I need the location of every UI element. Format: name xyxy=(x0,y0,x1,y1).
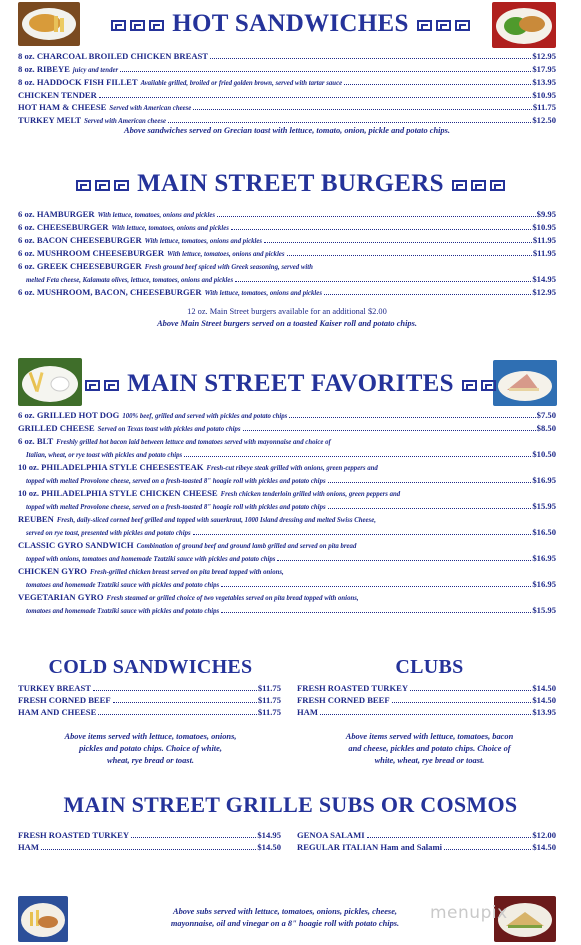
item-price: $12.50 xyxy=(532,115,556,125)
greek-key-icon xyxy=(114,180,129,191)
menu-item-row xyxy=(18,286,556,298)
item-name: 6 oz. HAMBURGER xyxy=(18,209,95,219)
menu-item-row xyxy=(18,591,556,603)
item-description-text: Italian, wheat, or rye toast with pickles and potato chips xyxy=(26,452,183,459)
item-price: $11.75 xyxy=(532,102,556,112)
item-price: $16.50 xyxy=(532,527,556,537)
item-description-text: topped with melted Provolone cheese, served on a fresh-toasted 8" hoagie roll with pickles and potato chips xyxy=(26,478,326,485)
menu-item-row xyxy=(18,76,556,88)
item-price: $17.95 xyxy=(532,64,556,74)
greek-key-icon xyxy=(417,20,432,31)
section-title-burgers xyxy=(0,170,581,198)
item-name: 10 oz. PHILADELPHIA STYLE CHEESESTEAK xyxy=(18,462,204,472)
clubs-note: and cheese, pickles and potato chips. Choice of xyxy=(348,744,511,753)
section-title-text: MAIN STREET BURGERS xyxy=(137,170,444,197)
item-price: $11.75 xyxy=(257,695,281,705)
dot-leader xyxy=(193,534,532,535)
item-name: 6 oz. GRILLED HOT DOG xyxy=(18,410,120,420)
item-description: Fresh, daily-sliced corned beef grilled and topped with sauerkraut, 1000 Island dressing and melted Swiss Cheese, xyxy=(56,517,376,524)
cold-sandwiches-note: wheat, rye bread or toast. xyxy=(106,756,194,765)
item-name: HAM xyxy=(297,707,319,717)
dot-leader xyxy=(243,430,536,431)
menupix-watermark: menupix xyxy=(430,903,508,923)
dot-leader xyxy=(320,714,531,715)
item-name: TURKEY MELT xyxy=(18,115,82,125)
burgers-note-upgrade: 12 oz. Main Street burgers available for an additional $2.00 xyxy=(187,307,387,316)
item-description-continued xyxy=(26,500,556,512)
item-description: Served with American cheese xyxy=(84,118,166,125)
dot-leader xyxy=(324,294,531,295)
menu-item-row xyxy=(297,706,556,718)
menu-item-row xyxy=(18,260,556,272)
greek-key-icon xyxy=(436,20,451,31)
section-title-favorites xyxy=(0,370,581,398)
item-description-continued xyxy=(26,273,556,285)
item-price: $14.95 xyxy=(532,274,556,284)
item-price: $16.95 xyxy=(532,579,556,589)
item-description-continued xyxy=(26,604,556,616)
dot-leader xyxy=(168,122,531,123)
item-name: CHICKEN TENDER xyxy=(18,90,97,100)
section-title-text: HOT SANDWICHES xyxy=(172,10,409,37)
item-description-continued xyxy=(26,578,556,590)
item-name: REGULAR ITALIAN Ham and Salami xyxy=(297,842,443,852)
item-description-text: topped with melted Provolone cheese, served on a fresh-toasted 8" hoagie roll with pickles and potato chips xyxy=(26,504,326,511)
item-description-text: melted Feta cheese, Kalamata olives, lettuce, tomatoes, onions and pickles xyxy=(26,277,234,284)
item-description: Served with American cheese xyxy=(109,105,192,112)
dot-leader xyxy=(328,508,532,509)
dot-leader xyxy=(131,837,256,838)
greek-key-icon xyxy=(76,180,91,191)
menu-item-row xyxy=(18,435,556,447)
greek-key-icon xyxy=(85,380,100,391)
item-price: $10.95 xyxy=(532,222,556,232)
item-name: 6 oz. CHEESEBURGER xyxy=(18,222,109,232)
item-name: 6 oz. BACON CHEESEBURGER xyxy=(18,235,142,245)
item-price: $10.50 xyxy=(532,449,556,459)
item-name: VEGETARIAN GYRO xyxy=(18,592,104,602)
item-price: $14.50 xyxy=(257,842,281,852)
item-description: Combination of ground beef and ground lamb grilled and served on pita bread xyxy=(136,543,357,550)
menu-item-row xyxy=(18,221,556,233)
greek-key-icon xyxy=(104,380,119,391)
dot-leader xyxy=(93,690,257,691)
item-name: FRESH CORNED BEEF xyxy=(297,695,390,705)
dot-leader xyxy=(410,690,531,691)
item-name: HAM xyxy=(18,842,40,852)
dot-leader xyxy=(217,216,536,217)
greek-key-icon xyxy=(111,20,126,31)
item-name: 6 oz. MUSHROOM CHEESEBURGER xyxy=(18,248,165,258)
item-price: $7.50 xyxy=(536,410,556,420)
item-description: Fresh-cut ribeye steak grilled with onions, green peppers and xyxy=(206,465,378,472)
item-description: Fresh ground beef spiced with Greek seasoning, served with xyxy=(144,264,313,271)
dot-leader xyxy=(287,255,532,256)
menu-item-row xyxy=(297,694,556,706)
greek-key-icon xyxy=(462,380,477,391)
menu-item-row xyxy=(18,461,556,473)
dot-leader xyxy=(221,612,531,613)
menu-item-row xyxy=(18,841,281,853)
burgers-note: Above Main Street burgers served on a toasted Kaiser roll and potato chips. xyxy=(157,319,417,328)
item-name: CLASSIC GYRO SANDWICH xyxy=(18,540,134,550)
item-description-text: topped with onions, tomatoes and homemade Tzatziki sauce with pickles and potato chips xyxy=(26,556,276,563)
dot-leader xyxy=(120,71,531,72)
clubs-note: white, wheat, rye bread or toast. xyxy=(374,756,485,765)
item-name: 6 oz. GREEK CHEESEBURGER xyxy=(18,261,142,271)
menu-item-row xyxy=(18,487,556,499)
item-price: $14.50 xyxy=(532,695,556,705)
dot-leader xyxy=(41,849,256,850)
menu-item-row xyxy=(18,101,556,113)
subs-note: mayonnaise, oil and vinegar on a 8" hoagie roll with potato chips. xyxy=(170,919,400,928)
section-title-subs: MAIN STREET GRILLE SUBS OR COSMOS xyxy=(63,792,518,817)
item-description: Served on Texas toast with pickles and potato chips xyxy=(97,426,241,433)
item-description: With lettuce, tomatoes, onions and pickles xyxy=(144,238,263,245)
item-name: 8 oz. CHARCOAL BROILED CHICKEN BREAST xyxy=(18,51,209,61)
dot-leader xyxy=(99,97,531,98)
item-price: $12.00 xyxy=(532,830,556,840)
greek-key-icon xyxy=(149,20,164,31)
item-description: With lettuce, tomatoes, onions and pickles xyxy=(204,290,322,297)
item-name: GRILLED CHEESE xyxy=(18,423,95,433)
item-price: $8.50 xyxy=(536,423,556,433)
menu-item-row xyxy=(297,682,556,694)
item-description: With lettuce, tomatoes, onions and pickles xyxy=(97,212,216,219)
item-name: REUBEN xyxy=(18,514,54,524)
item-description-continued xyxy=(26,448,556,460)
clubs-note: Above items served with lettuce, tomatoes, bacon xyxy=(345,732,514,741)
menu-item-row xyxy=(18,63,556,75)
dot-leader xyxy=(392,702,532,703)
dot-leader xyxy=(289,417,535,418)
cold-sandwiches-note: pickles and potato chips. Choice of white, xyxy=(79,744,222,753)
item-description: juicy and tender xyxy=(72,67,119,74)
menu-item-row xyxy=(297,841,556,853)
greek-key-icon xyxy=(481,380,496,391)
item-price: $9.95 xyxy=(536,209,556,219)
item-price: $13.95 xyxy=(532,707,556,717)
item-price: $11.95 xyxy=(532,248,556,258)
item-description: With lettuce, tomatoes, onions and pickles xyxy=(111,225,229,232)
item-price: $13.95 xyxy=(532,77,556,87)
dot-leader xyxy=(367,837,532,838)
greek-key-icon xyxy=(490,180,505,191)
greek-key-icon xyxy=(455,20,470,31)
item-description-continued xyxy=(26,552,556,564)
item-price: $15.95 xyxy=(532,605,556,615)
menu-item-row xyxy=(18,829,281,841)
menu-item-row xyxy=(18,706,281,718)
dot-leader xyxy=(210,58,531,59)
item-description: Fresh chicken tenderloin grilled with onions, green peppers and xyxy=(220,491,401,498)
section-title-clubs: CLUBS xyxy=(395,656,464,678)
item-description: With lettuce, tomatoes, onions and pickles xyxy=(167,251,285,258)
menu-item-row xyxy=(18,89,556,101)
dot-leader xyxy=(328,482,532,483)
menu-item-row xyxy=(18,50,556,62)
item-description: 100% beef, grilled and served with pickles and potato chips xyxy=(122,413,288,420)
section-title-hot-sandwiches xyxy=(0,10,581,38)
item-name: 6 oz. MUSHROOM, BACON, CHEESEBURGER xyxy=(18,287,202,297)
menu-item-row xyxy=(18,694,281,706)
dot-leader xyxy=(184,456,531,457)
menu-item-row xyxy=(18,565,556,577)
item-description-text: served on rye toast, presented with pickles and potato chips xyxy=(26,530,191,537)
dot-leader xyxy=(264,242,532,243)
item-price: $12.95 xyxy=(532,51,556,61)
item-price: $10.95 xyxy=(532,90,556,100)
dot-leader xyxy=(113,702,257,703)
dot-leader xyxy=(235,281,531,282)
item-price: $14.50 xyxy=(532,683,556,693)
menu-item-row xyxy=(18,247,556,259)
item-price: $15.95 xyxy=(532,501,556,511)
item-name: CHICKEN GYRO xyxy=(18,566,87,576)
menu-item-row xyxy=(18,409,556,421)
item-description: Fresh steamed or grilled choice of two vegetables served on pita bread topped with onions, xyxy=(106,595,359,602)
item-price: $14.50 xyxy=(532,842,556,852)
item-price: $16.95 xyxy=(532,553,556,563)
dot-leader xyxy=(344,84,531,85)
section-title-cold-sandwiches: COLD SANDWICHES xyxy=(48,656,253,678)
item-name: 8 oz. HADDOCK FISH FILLET xyxy=(18,77,138,87)
item-name: HAM AND CHEESE xyxy=(18,707,97,717)
greek-key-icon xyxy=(471,180,486,191)
dot-leader xyxy=(221,586,531,587)
item-name: 8 oz. RIBEYE xyxy=(18,64,70,74)
menu-item-row xyxy=(297,829,556,841)
item-price: $12.95 xyxy=(532,287,556,297)
item-name: GENOA SALAMI xyxy=(297,830,365,840)
section-title-text: MAIN STREET FAVORITES xyxy=(127,370,454,397)
item-price: $11.95 xyxy=(532,235,556,245)
dot-leader xyxy=(193,109,532,110)
cold-sandwiches-note: Above items served with lettuce, tomatoes, onions, xyxy=(64,732,237,741)
item-name: FRESH CORNED BEEF xyxy=(18,695,111,705)
item-description-continued xyxy=(26,474,556,486)
item-description: Fresh-grilled chicken breast served on pita bread topped with onions, xyxy=(90,569,284,576)
item-description-continued xyxy=(26,526,556,538)
item-price: $14.95 xyxy=(257,830,281,840)
subs-note: Above subs served with lettuce, tomatoes, onions, pickles, cheese, xyxy=(172,907,397,916)
photo-sub-fries xyxy=(18,896,68,942)
item-description-text: tomatoes and homemade Tzatziki sauce with pickles and potato chips xyxy=(26,608,220,615)
item-description: Freshly grilled hot bacon laid between lettuce and tomatoes served with mayonnaise and choice of xyxy=(56,439,331,446)
item-name: HOT HAM & CHEESE xyxy=(18,102,107,112)
dot-leader xyxy=(231,229,531,230)
dot-leader xyxy=(277,560,531,561)
greek-key-icon xyxy=(452,180,467,191)
menu-item-row xyxy=(18,682,281,694)
item-name: FRESH ROASTED TURKEY xyxy=(297,683,409,693)
item-price: $11.75 xyxy=(257,683,281,693)
item-description-text: tomatoes and homemade Tzatziki sauce with pickles and potato chips xyxy=(26,582,220,589)
menu-item-row xyxy=(18,539,556,551)
menu-item-row xyxy=(18,208,556,220)
item-name: TURKEY BREAST xyxy=(18,683,91,693)
item-name: 6 oz. BLT xyxy=(18,436,54,446)
item-name: 10 oz. PHILADELPHIA STYLE CHICKEN CHEESE xyxy=(18,488,218,498)
greek-key-icon xyxy=(130,20,145,31)
item-description: Available grilled, broiled or fried golden brown, served with tartar sauce xyxy=(140,80,343,87)
dot-leader xyxy=(98,714,257,715)
greek-key-icon xyxy=(95,180,110,191)
menu-item-row xyxy=(18,422,556,434)
item-price: $11.75 xyxy=(257,707,281,717)
item-name: FRESH ROASTED TURKEY xyxy=(18,830,130,840)
dot-leader xyxy=(444,849,531,850)
menu-item-row xyxy=(18,513,556,525)
item-price: $16.95 xyxy=(532,475,556,485)
hot-sandwiches-note: Above sandwiches served on Grecian toast with lettuce, tomato, onion, pickle and potato chips. xyxy=(124,126,450,135)
menu-item-row xyxy=(18,234,556,246)
